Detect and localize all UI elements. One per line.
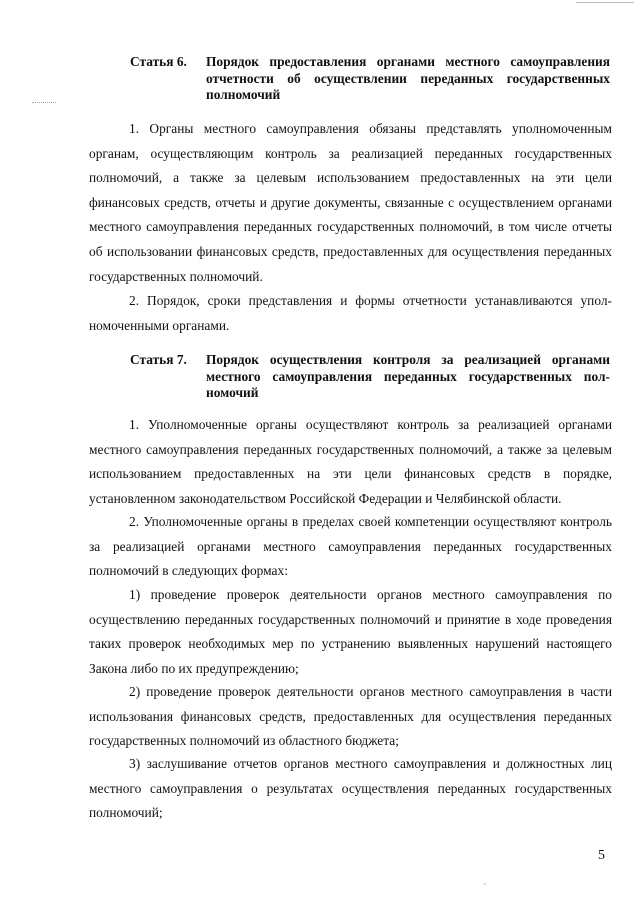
article-7-title: Порядок осуществления контроля за реализацией органами местного самоуправления переданных государственных полномочий (206, 352, 610, 400)
article-6-paragraph-2: 2. Порядок, сроки представления и формы отчетности устанавливаются уполномоченными органами. (89, 293, 612, 333)
article-7-list-item-2: 2) проведение проверок деятельности органов местного самоуправления в части использования финансовых средств, предоставленных для осуществления переданных государственных полномочий из областного бюджета; (89, 684, 612, 749)
article-7-paragraph-2: 2. Уполномоченные органы в пределах своей компетенции осуществляют контроль за реализацией органами местного самоуправления переданных государственных полномочий в следующих формах: (89, 514, 612, 579)
article-6-title: Порядок предоставления органами местного самоуправления отчетности об осуществлении переданных государственных полномочий (206, 54, 610, 102)
page-number: 5 (598, 848, 605, 863)
article-6-paragraph-1: 1. Органы местного самоуправления обязаны представлять уполномоченным органам, осуществляющим контроль за реализацией переданных государственных полномочий, а также за целевым использованием предоставленных на эти цели финансовых средств, отчеты и другие документы, связанные с осуществлением органами местного самоуправления переданных государственных полномочий, в том числе отчеты об использовании финансовых средств, предоставленных для осуществления переданных государственных полномочий. (89, 121, 612, 284)
scan-artifact-line (576, 2, 634, 3)
article-7-list-item-3: 3) заслушивание отчетов органов местного самоуправления и должностных лиц местного самоуправления о результатах осуществления переданных государственных полномочий; (89, 756, 612, 821)
article-7-list-item-1: 1) проведение проверок деятельности органов местного самоуправления по осуществлению переданных государственных полномочий и принятие в ходе проведения таких проверок необходимых мер по устранению выявленных нарушений настоящего Закона либо по их предупреждению; (89, 587, 612, 676)
article-7-heading (130, 352, 610, 402)
scan-artifact-dots (32, 102, 56, 103)
article-7-number: Статья 7. (130, 352, 187, 367)
scan-artifact-speck (484, 883, 486, 885)
article-6-heading (130, 54, 610, 104)
article-7-paragraph-1: 1. Уполномоченные органы осуществляют контроль за реализацией органами местного самоуправления переданных государственных полномочий, а также за целевым использованием предоставленных на эти цели финансовых средств в порядке, установленном законодательством Российской Федерации и Челябинской области. (89, 417, 612, 506)
article-6-number: Статья 6. (130, 54, 187, 69)
